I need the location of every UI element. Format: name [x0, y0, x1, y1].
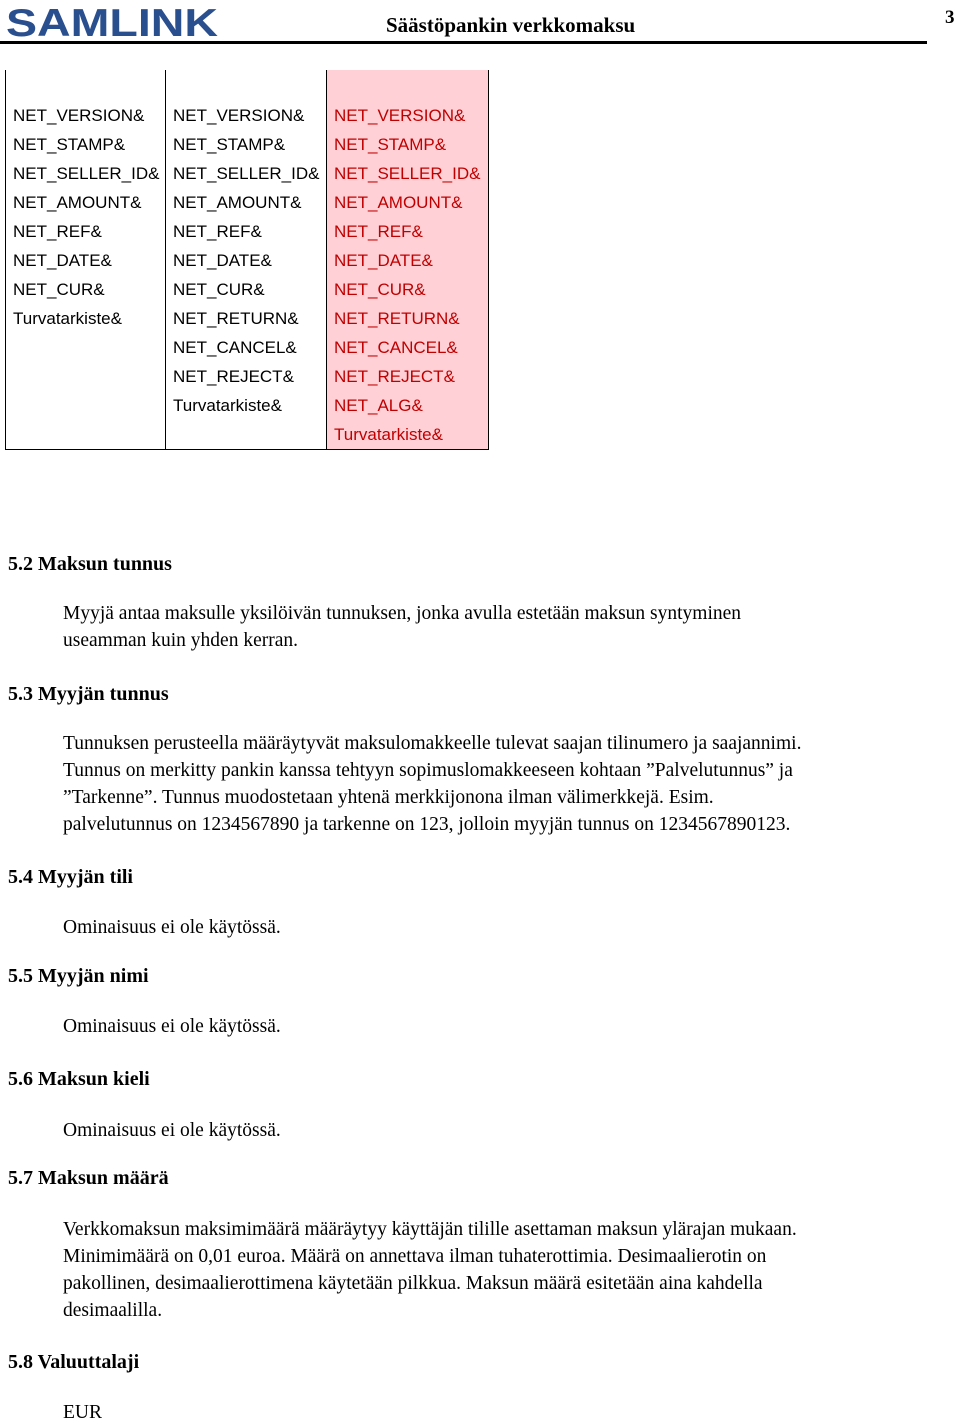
parameter-item: NET_REF& [334, 222, 423, 241]
page-number: 3 [945, 7, 955, 28]
parameter-item: NET_DATE& [173, 251, 272, 270]
parameter-item: NET_CUR& [173, 280, 265, 299]
paragraph-line: Minimimäärä on 0,01 euroa. Määrä on annettava ilman tuhaterottimia. Desimaalierotin on [63, 1246, 767, 1267]
paragraph-line: Ominaisuus ei ole käytössä. [63, 1016, 281, 1037]
parameter-item: NET_AMOUNT& [334, 193, 463, 212]
parameter-list [173, 101, 319, 420]
parameter-item: NET_STAMP& [173, 135, 286, 154]
parameter-item: NET_STAMP& [13, 135, 126, 154]
section-paragraph [63, 1399, 948, 1426]
parameter-item: NET_REF& [13, 222, 102, 241]
paragraph-line: pakollinen, desimaalierottimena käytetään pilkkua. Maksun määrä esitetään aina kahdella [63, 1273, 763, 1294]
parameter-item: NET_RETURN& [334, 309, 460, 328]
parameter-item: NET_DATE& [334, 251, 433, 270]
parameter-item: NET_SELLER_ID& [334, 164, 481, 183]
section-heading: 5.8 Valuuttalaji [8, 1351, 140, 1373]
document-title: Säästöpankin verkkomaksu [386, 13, 636, 37]
section-heading: 5.5 Myyjän nimi [8, 965, 149, 987]
paragraph-line: desimaalilla. [63, 1300, 163, 1321]
parameter-item: NET_CUR& [334, 280, 426, 299]
parameter-table [5, 70, 489, 450]
parameter-item: NET_VERSION& [334, 106, 466, 125]
section-heading: 5.6 Maksun kieli [8, 1068, 150, 1090]
paragraph-line: useamman kuin yhden kerran. [63, 630, 299, 651]
parameter-item: NET_DATE& [13, 251, 112, 270]
parameter-item: NET_REJECT& [173, 367, 294, 386]
samlink-logo [6, 4, 220, 40]
section-paragraph [63, 730, 948, 838]
parameter-item: NET_VERSION& [13, 106, 145, 125]
paragraph-line: ”Tarkenne”. Tunnus muodostetaan yhtenä merkkijonona ilman välimerkkejä. Esim. [63, 787, 714, 808]
page-header [0, 0, 960, 48]
parameter-item: NET_RETURN& [173, 309, 299, 328]
paragraph-line: palvelutunnus on 1234567890 ja tarkenne on 123, jolloin myyjän tunnus on 1234567890123. [63, 814, 791, 835]
section-heading: 5.7 Maksun määrä [8, 1167, 169, 1189]
parameter-item: NET_STAMP& [334, 135, 447, 154]
paragraph-line: Tunnuksen perusteella määräytyvät maksulomakkeelle tulevat saajan tilinumero ja saajannimi. [63, 733, 802, 754]
parameter-list [13, 101, 159, 333]
parameter-item: NET_SELLER_ID& [173, 164, 320, 183]
parameter-column-1 [5, 70, 166, 450]
section-paragraph [63, 600, 948, 654]
section-paragraph [63, 1216, 948, 1324]
paragraph-line: Ominaisuus ei ole käytössä. [63, 917, 281, 938]
paragraph-line: Ominaisuus ei ole käytössä. [63, 1120, 281, 1141]
parameter-item: Turvatarkiste& [13, 309, 122, 328]
parameter-item: NET_REF& [173, 222, 262, 241]
parameter-item: NET_AMOUNT& [13, 193, 142, 212]
parameter-item: NET_SELLER_ID& [13, 164, 160, 183]
parameter-item: Turvatarkiste& [173, 396, 282, 415]
section-paragraph [63, 1117, 948, 1144]
parameter-item: NET_CUR& [13, 280, 105, 299]
section-heading: 5.2 Maksun tunnus [8, 553, 172, 575]
logo-wordmark: SAMLINK [6, 4, 218, 40]
parameter-list [334, 101, 480, 449]
parameter-item: NET_VERSION& [173, 106, 305, 125]
paragraph-line: Myyjä antaa maksulle yksilöivän tunnuksen, jonka avulla estetään maksun syntyminen [63, 603, 742, 624]
parameter-item: Turvatarkiste& [334, 425, 443, 444]
section-heading: 5.3 Myyjän tunnus [8, 683, 169, 705]
paragraph-line: Tunnus on merkitty pankin kanssa tehtyyn sopimuslomakkeeseen kohtaan ”Palvelutunnus” ja [63, 760, 793, 781]
header-rule [0, 41, 927, 44]
paragraph-line: Verkkomaksun maksimimäärä määräytyy käyttäjän tilille asettaman maksun ylärajan mukaan. [63, 1219, 797, 1240]
parameter-item: NET_AMOUNT& [173, 193, 302, 212]
parameter-item: NET_ALG& [334, 396, 423, 415]
section-heading: 5.4 Myyjän tili [8, 866, 133, 888]
section-paragraph [63, 914, 948, 941]
parameter-item: NET_CANCEL& [334, 338, 458, 357]
section-paragraph [63, 1013, 948, 1040]
parameter-column-2 [166, 70, 327, 450]
parameter-item: NET_CANCEL& [173, 338, 297, 357]
parameter-item: NET_REJECT& [334, 367, 455, 386]
parameter-column-3 [327, 70, 489, 450]
paragraph-line: EUR [63, 1402, 102, 1423]
